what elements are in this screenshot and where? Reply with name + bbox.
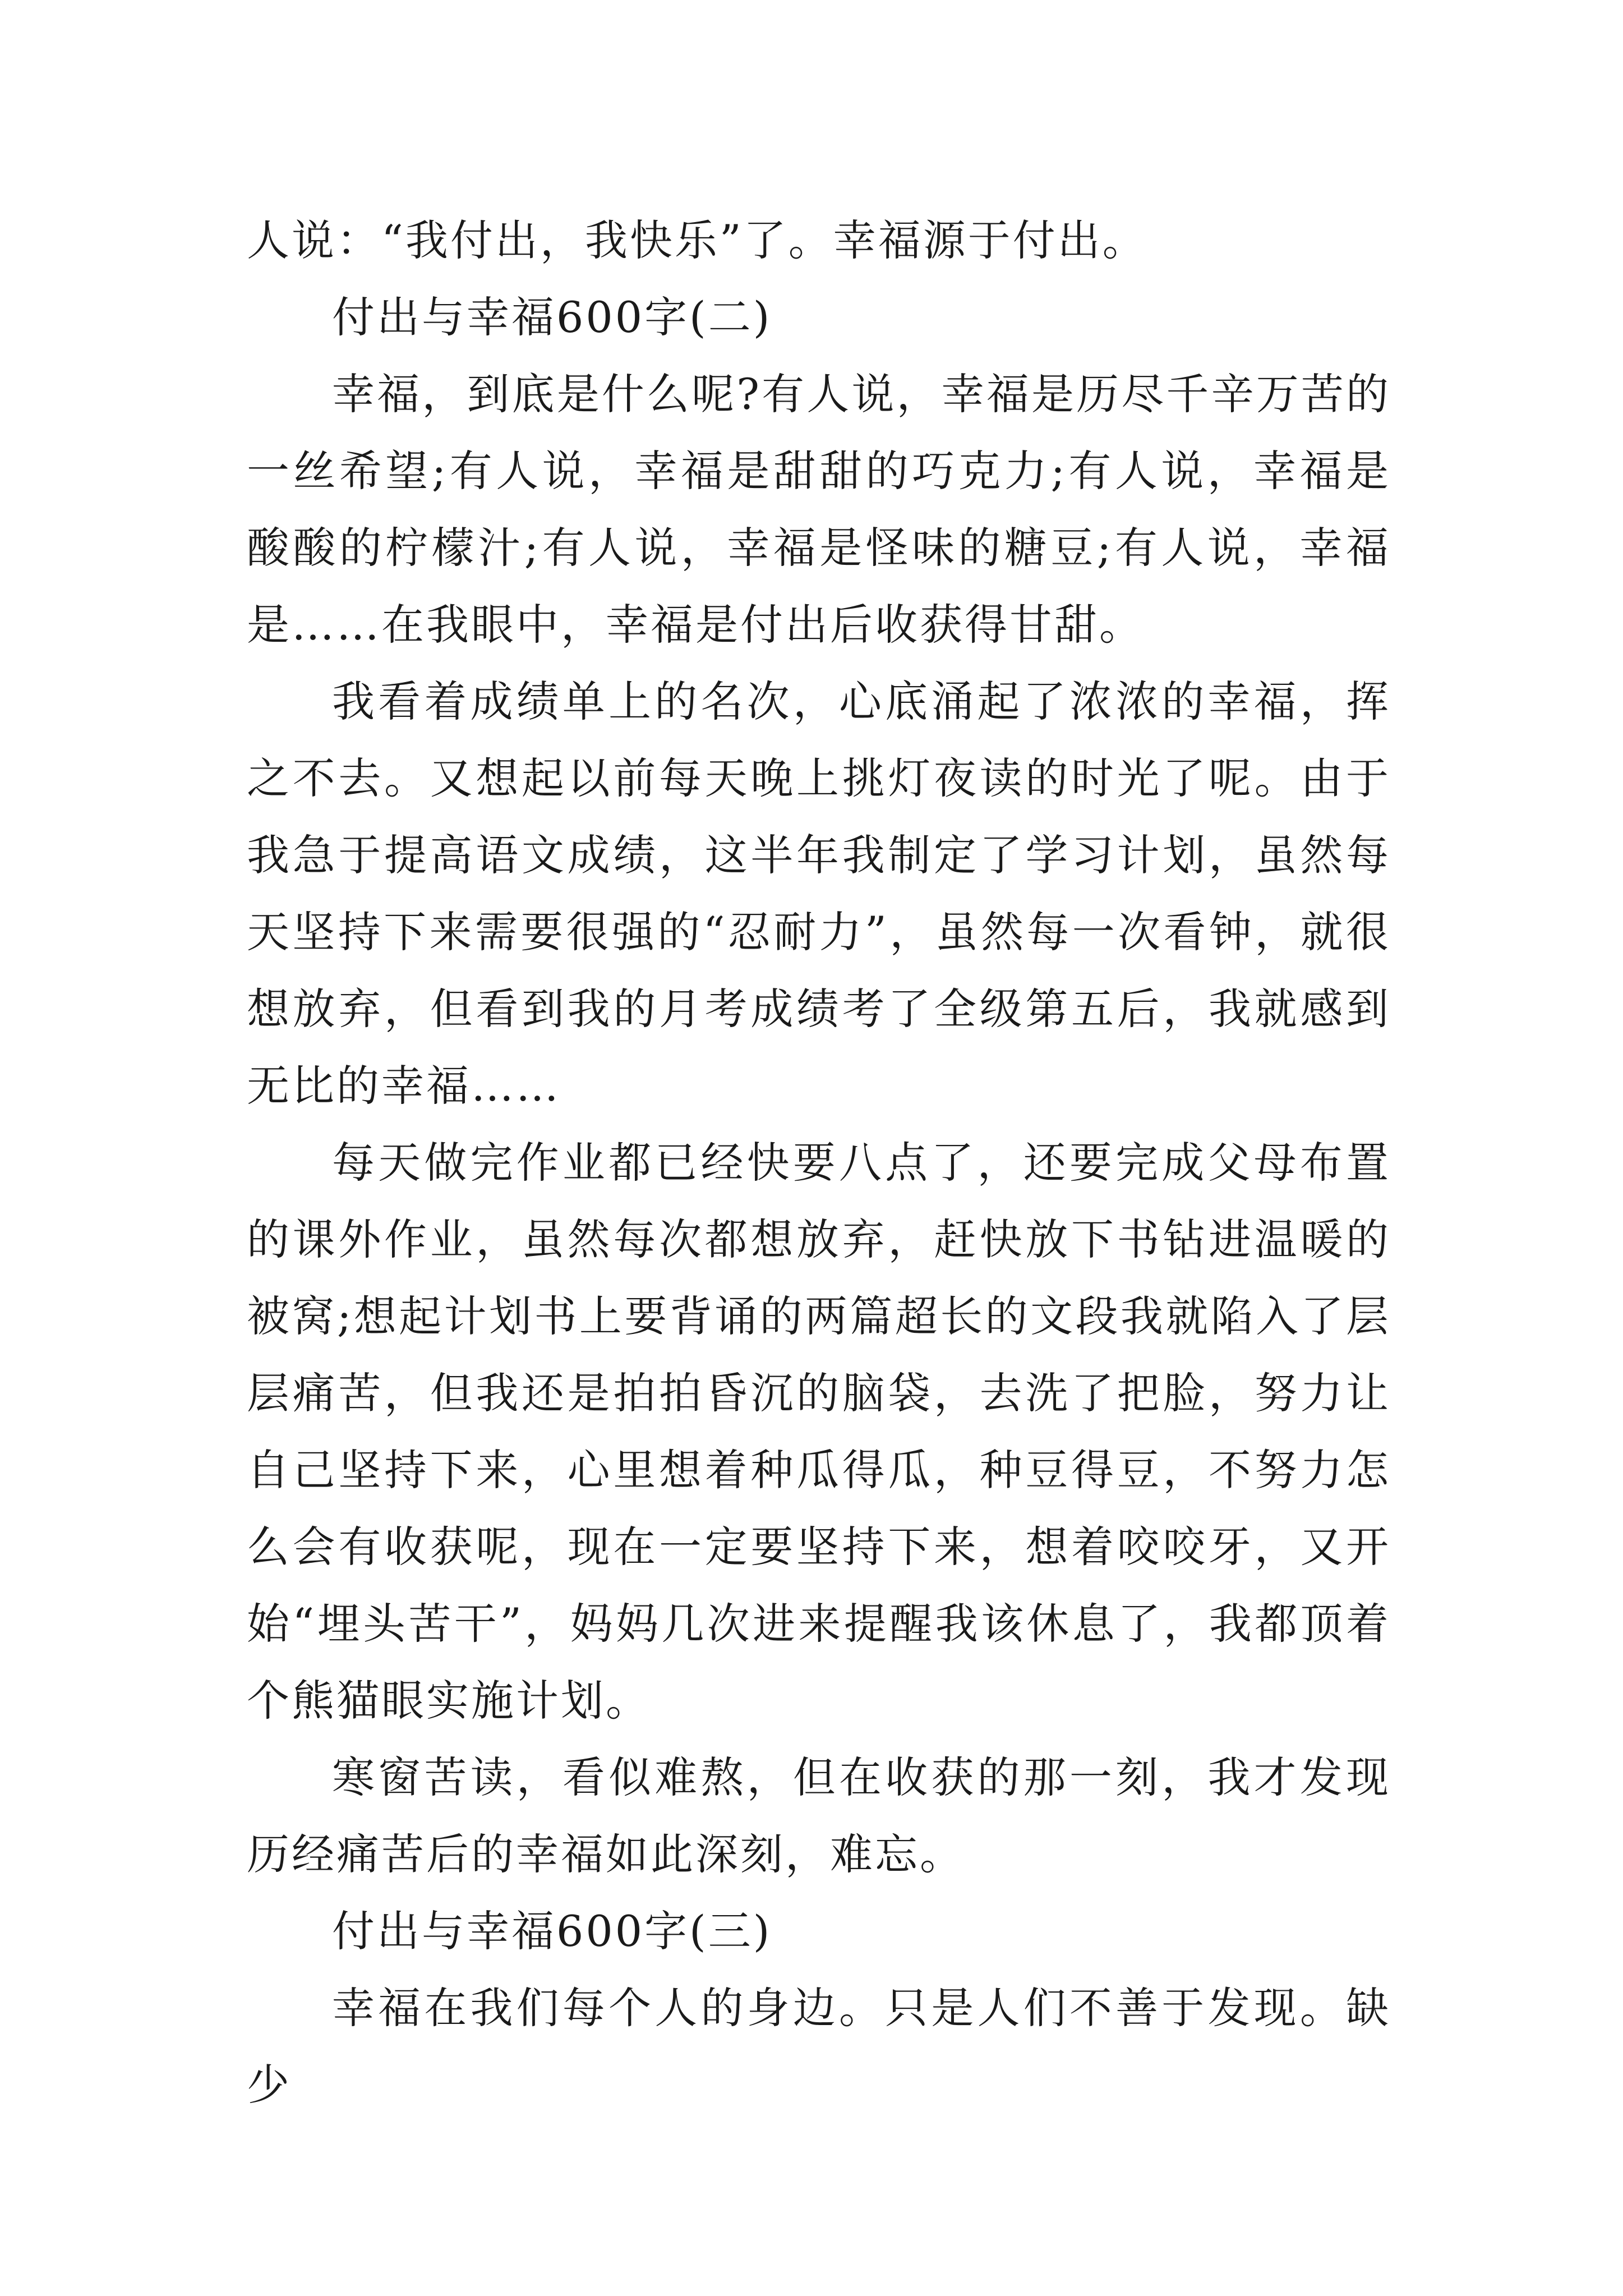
paragraph-report-card: 我看着成绩单上的名次，心底涌起了浓浓的幸福，挥之不去。又想起以前每天晚上挑灯夜读的时光了呢。由于我急于提高语文成绩，这半年我制定了学习计划，虽然每天坚持下来需要很强的“忍耐力”，虽然每一次看钟，就很想放弃，但看到我的月考成绩考了全级第五后，我就感到无比的幸福…… [247, 677, 1391, 1111]
document-body [247, 202, 1391, 2123]
section-heading-2: 付出与幸福600字(二) [332, 292, 772, 342]
paragraph-definition: 幸福，到底是什么呢?有人说，幸福是历尽千辛万苦的一丝希望;有人说，幸福是甜甜的巧克力;有人说，幸福是酸酸的柠檬汁;有人说，幸福是怪味的糖豆;有人说，幸福是……在我眼中，幸福是付出后收获得甘甜。 [247, 369, 1391, 650]
paragraph-homework: 每天做完作业都已经快要八点了，还要完成父母布置的课外作业，虽然每次都想放弃，赶快放下书钻进温暖的被窝;想起计划书上要背诵的两篇超长的文段我就陷入了层层痛苦，但我还是拍拍昏沉的脑袋，去洗了把脸，努力让自己坚持下来，心里想着种瓜得瓜，种豆得豆，不努力怎么会有收获呢，现在一定要坚持下来，想着咬咬牙，又开始“埋头苦干”，妈妈几次进来提醒我该休息了，我都顶着个熊猫眼实施计划。 [247, 1138, 1391, 1726]
paragraph-continuation: 人说：“我付出，我快乐”了。幸福源于付出。 [247, 215, 1147, 265]
paragraph-conclusion: 寒窗苦读，看似难熬，但在收获的那一刻，我才发现历经痛苦后的幸福如此深刻，难忘。 [247, 1752, 1391, 1879]
paragraph-section-3-start: 幸福在我们每个人的身边。只是人们不善于发现。缺少 [247, 1983, 1391, 2110]
section-heading-3: 付出与幸福600字(三) [332, 1906, 772, 1956]
